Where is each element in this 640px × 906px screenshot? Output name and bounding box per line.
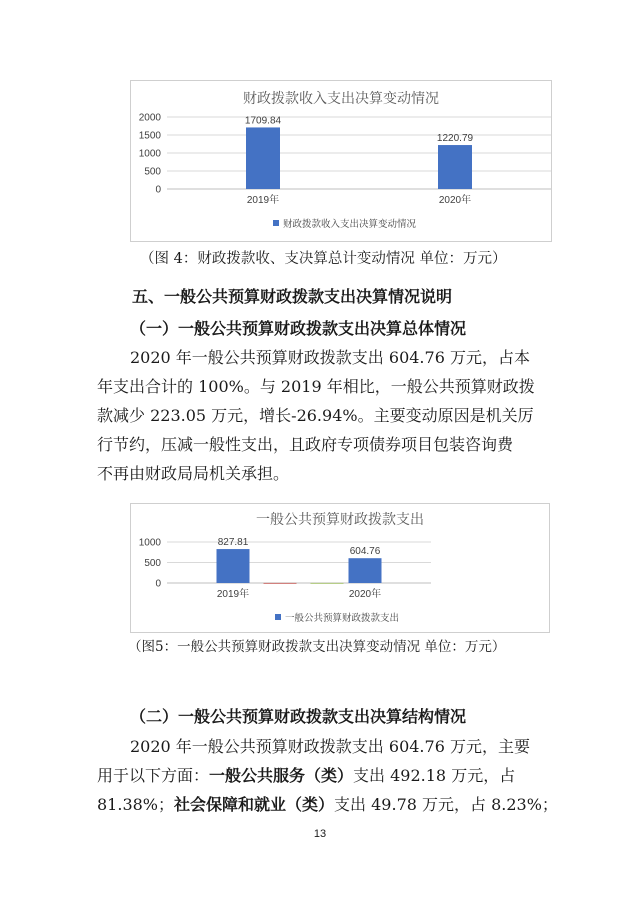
chart-2-svg xyxy=(131,504,549,632)
chart-1-bar xyxy=(246,127,280,189)
chart-2-bar xyxy=(217,549,250,583)
paragraph-2-line-1: 2020 年一般公共预算财政拨款支出 604.76 万元，主要 xyxy=(130,737,530,756)
section-5-heading: 五、一般公共预算财政拨款支出决算情况说明 xyxy=(132,287,453,306)
paragraph-1-line-1: 2020 年一般公共预算财政拨款支出 604.76 万元，占本 xyxy=(130,348,530,367)
chart-general-budget-expenditure xyxy=(130,503,550,633)
chart-2-data-label: 827.81 xyxy=(217,537,249,549)
page-number: 13 xyxy=(313,828,327,840)
chart-1-x-tick-label: 2020年 xyxy=(438,195,472,206)
chart-2-legend-label: 一般公共预算财政拨款支出 xyxy=(285,613,400,624)
chart-2-y-tick-label: 0 xyxy=(155,578,161,590)
chart-1-y-tick-label: 1500 xyxy=(138,130,161,142)
figure-5-caption: （图5：一般公共预算财政拨款支出决算变动情况 单位：万元） xyxy=(128,639,506,655)
chart-1-legend-swatch xyxy=(273,220,279,226)
chart-1-data-label: 1220.79 xyxy=(436,133,474,145)
chart-1-y-tick-label: 1000 xyxy=(138,148,161,160)
paragraph-1-line-3: 款减少 223.05 万元，增长-26.94%。主要变动原因是机关厉 xyxy=(97,406,534,425)
paragraph-2-line-2a: 用于以下方面： xyxy=(97,766,210,785)
chart-1-x-tick-label: 2019年 xyxy=(246,195,280,206)
subsection-1-heading: （一）一般公共预算财政拨款支出决算总体情况 xyxy=(130,319,467,338)
chart-2-bar xyxy=(311,583,344,584)
paragraph-2-line-2 xyxy=(97,761,547,790)
chart-financial-appropriation xyxy=(130,80,552,242)
chart-1-y-tick-label: 2000 xyxy=(138,112,161,124)
chart-1-data-label: 1709.84 xyxy=(244,115,282,127)
chart-2-x-tick-label: 2020年 xyxy=(348,589,382,600)
chart-2-bar xyxy=(264,583,297,584)
chart-2-data-label: 604.76 xyxy=(349,546,381,558)
paragraph-overall xyxy=(97,343,547,488)
chart-2-legend-swatch xyxy=(275,614,281,620)
chart-2-y-tick-label: 1000 xyxy=(138,537,161,549)
chart-1-y-tick-label: 500 xyxy=(144,166,161,178)
paragraph-2-line-3c: 支出 49.78 万元，占 8.23%； xyxy=(334,795,558,814)
chart-1-legend-label: 财政拨款收入支出决算变动情况 xyxy=(283,219,417,230)
paragraph-2-line-3a: 81.38%； xyxy=(97,795,175,814)
paragraph-1-line-2: 年支出合计的 100%。与 2019 年相比，一般公共预算财政拨 xyxy=(97,377,535,396)
category-social-security: 社会保障和就业（类） xyxy=(174,795,335,814)
chart-1-bar xyxy=(438,145,472,189)
chart-2-x-tick-label: 2019年 xyxy=(216,589,250,600)
paragraph-1-line-5: 不再由财政局局机关承担。 xyxy=(97,464,290,483)
paragraph-1-line-4: 行节约，压减一般性支出，且政府专项债券项目包装咨询费 xyxy=(97,435,514,454)
category-general-public-services: 一般公共服务（类） xyxy=(209,766,354,785)
chart-1-title: 财政拨款收入支出决算变动情况 xyxy=(243,91,439,107)
paragraph-structure xyxy=(97,732,558,819)
chart-2-bar xyxy=(349,558,382,583)
chart-2-y-tick-label: 500 xyxy=(144,558,161,569)
chart-1-svg xyxy=(131,81,551,241)
chart-2-title: 一般公共预算财政拨款支出 xyxy=(256,512,424,528)
paragraph-2-line-2c: 支出 492.18 万元，占 xyxy=(353,766,516,785)
paragraph-2-line-3 xyxy=(97,790,558,819)
subsection-2-heading: （二）一般公共预算财政拨款支出决算结构情况 xyxy=(130,707,467,726)
figure-4-caption: （图 4：财政拨款收、支决算总计变动情况 单位：万元） xyxy=(140,251,507,267)
chart-1-y-tick-label: 0 xyxy=(155,184,161,196)
